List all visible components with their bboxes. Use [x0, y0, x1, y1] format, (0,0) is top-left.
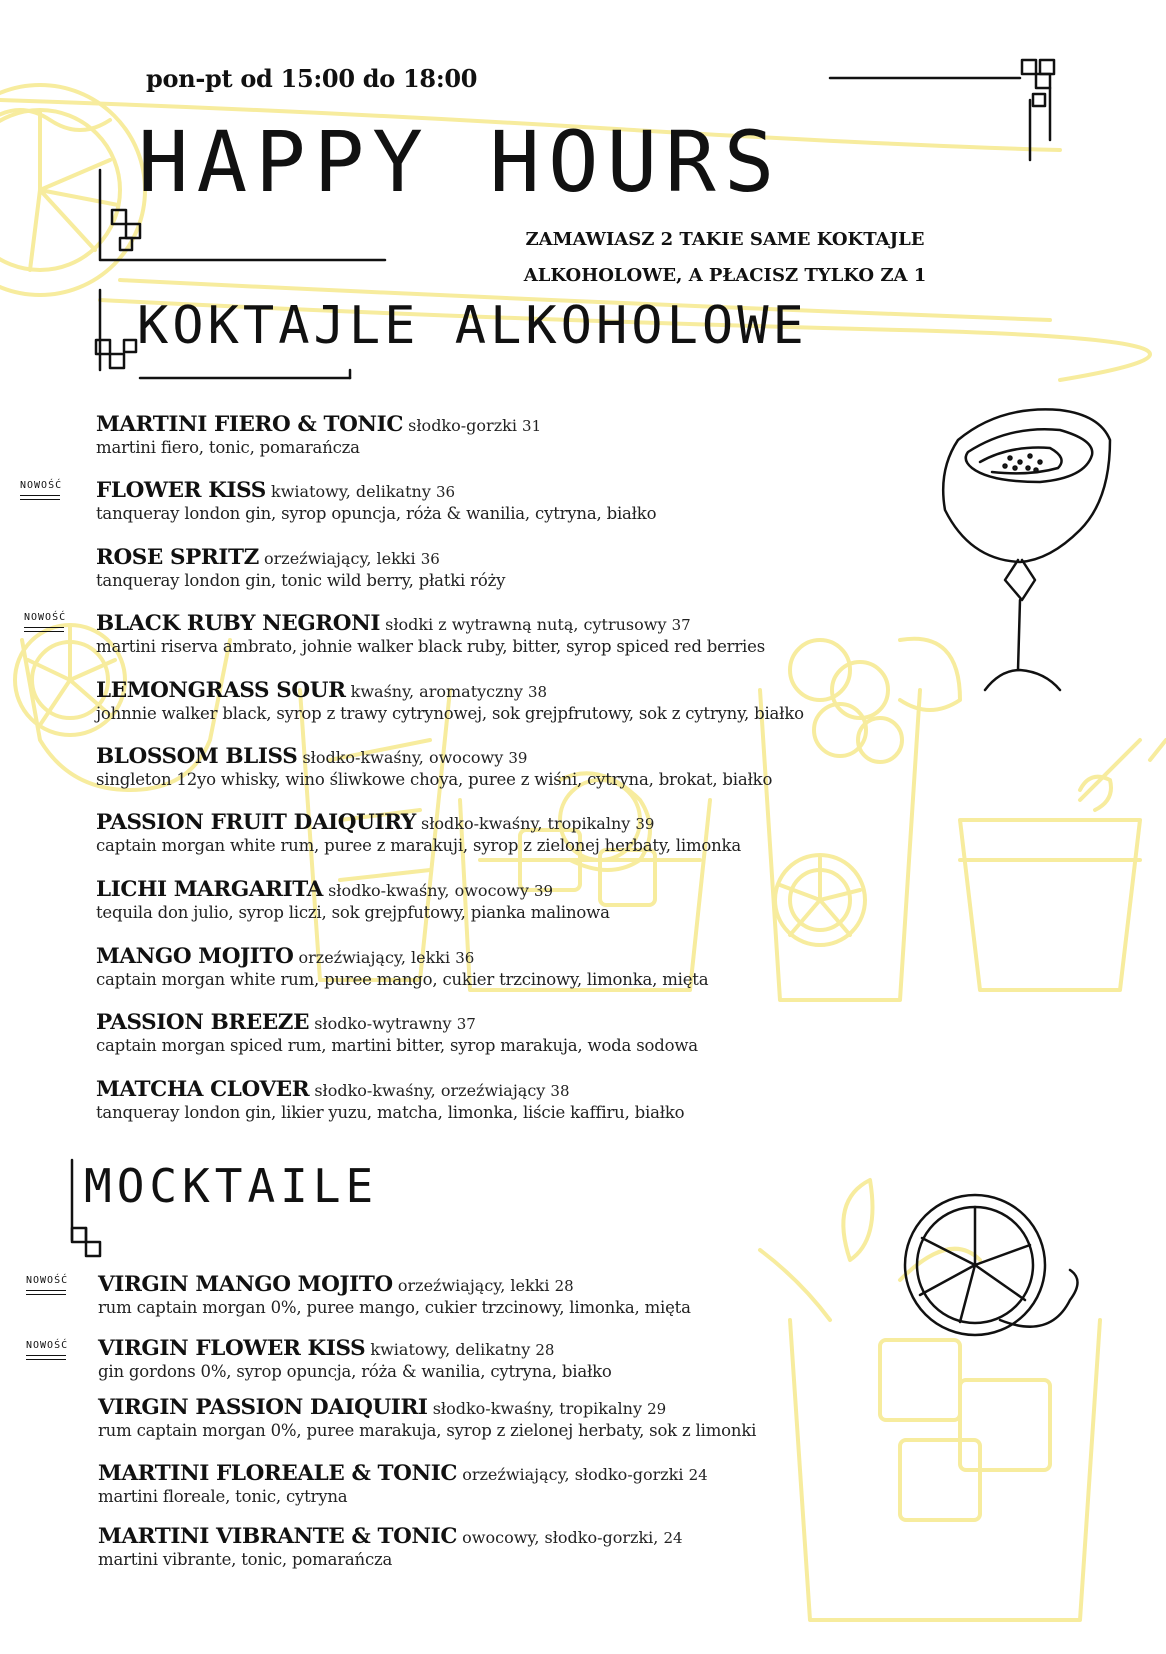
- menu-item: [96, 412, 541, 457]
- item-ingredients: martini floreale, tonic, cytryna: [98, 1487, 348, 1506]
- menu-item: [96, 877, 610, 922]
- item-name: BLACK RUBY NEGRONI: [96, 611, 381, 636]
- item-desc: słodko-kwaśny, tropikalny: [420, 814, 631, 833]
- menu-item: [98, 1336, 612, 1381]
- item-name: MATCHA CLOVER: [96, 1077, 310, 1102]
- item-price: 39: [508, 749, 528, 767]
- item-desc: kwiatowy, delikatny: [271, 482, 431, 501]
- item-name: PASSION FRUIT DAIQUIRY: [96, 810, 416, 835]
- section-title-mocktails: MOCKTAILE: [84, 1159, 379, 1213]
- item-price: 36: [435, 483, 456, 501]
- item-name: BLOSSOM BLISS: [96, 744, 298, 769]
- item-name: MANGO MOJITO: [96, 944, 294, 969]
- new-badge: NOWOŚĆ: [26, 1275, 69, 1286]
- schedule-text: pon-pt od 15:00 do 18:00: [146, 64, 478, 93]
- item-name: FLOWER KISS: [96, 478, 266, 503]
- item-ingredients: tequila don julio, syrop liczi, sok grejpfutowy, pianka malinowa: [96, 903, 610, 922]
- menu-item: [96, 1010, 698, 1055]
- item-price: 36: [420, 550, 440, 568]
- promo-line: ALKOHOLOWE, A PŁACISZ TYLKO ZA 1: [523, 265, 927, 286]
- item-ingredients: martini riserva ambrato, johnie walker black ruby, bitter, syrop spiced red berries: [96, 637, 765, 656]
- item-ingredients: rum captain morgan 0%, puree marakuja, syrop z zielonej herbaty, sok z limonki: [98, 1421, 757, 1440]
- menu-item: [96, 1077, 684, 1122]
- menu-item: [96, 744, 772, 789]
- item-name: MARTINI FIERO & TONIC: [96, 412, 404, 437]
- item-price: 31: [522, 417, 542, 435]
- item-ingredients: singleton 12yo whisky, wino śliwkowe choya, puree z wiśni, cytryna, brokat, białko: [96, 770, 773, 789]
- item-name: LEMONGRASS SOUR: [96, 678, 346, 703]
- menu-item: [98, 1272, 691, 1317]
- item-desc: kwaśny, aromatyczny: [350, 682, 523, 701]
- menu-item: [96, 944, 708, 989]
- item-name: MARTINI FLOREALE & TONIC: [98, 1461, 458, 1486]
- item-name: ROSE SPRITZ: [96, 545, 259, 570]
- item-name: VIRGIN FLOWER KISS: [98, 1336, 366, 1361]
- item-price: 24: [688, 1466, 708, 1484]
- item-price: 38: [550, 1082, 570, 1100]
- item-desc: słodko-gorzki: [408, 416, 517, 435]
- item-desc: słodko-kwaśny, tropikalny: [432, 1399, 642, 1418]
- item-price: 37: [456, 1015, 476, 1033]
- new-badge: NOWOŚĆ: [24, 612, 67, 623]
- menu-item: [98, 1395, 756, 1440]
- promo-line: ZAMAWIASZ 2 TAKIE SAME KOKTAJLE: [525, 229, 925, 250]
- item-name: VIRGIN MANGO MOJITO: [98, 1272, 393, 1297]
- item-ingredients: tanqueray london gin, syrop opuncja, róża & wanilia, cytryna, białko: [96, 504, 657, 523]
- item-ingredients: martini fiero, tonic, pomarańcza: [96, 438, 360, 457]
- item-desc: słodki z wytrawną nutą, cytrusowy: [385, 615, 667, 634]
- item-price: 24: [663, 1529, 683, 1547]
- item-desc: owocowy, słodko-gorzki,: [462, 1528, 659, 1547]
- item-desc: słodko-kwaśny, orzeźwiający: [314, 1081, 546, 1100]
- item-desc: orzeźwiający, lekki: [397, 1276, 550, 1295]
- new-badge: NOWOŚĆ: [26, 1340, 69, 1351]
- item-price: 39: [533, 882, 554, 900]
- menu-item: [98, 1524, 683, 1569]
- menu-item: [98, 1461, 708, 1506]
- item-name: VIRGIN PASSION DAIQUIRI: [98, 1395, 428, 1420]
- lemon-slice-icon: [905, 1195, 1078, 1335]
- item-ingredients: tanqueray london gin, likier yuzu, matcha, limonka, liście kaffiru, białko: [96, 1103, 685, 1122]
- item-desc: słodko-wytrawny: [314, 1014, 452, 1033]
- menu-item: [96, 678, 804, 723]
- menu-item: [96, 478, 656, 523]
- item-ingredients: martini vibrante, tonic, pomarańcza: [98, 1550, 393, 1569]
- item-price: 28: [554, 1277, 574, 1295]
- lemon-slice-icon: [0, 85, 145, 295]
- item-price: 28: [535, 1341, 555, 1359]
- item-ingredients: rum captain morgan 0%, puree mango, cukier trzcinowy, limonka, mięta: [98, 1298, 691, 1317]
- item-price: 37: [671, 616, 691, 634]
- menu-item: [96, 611, 765, 656]
- item-name: LICHI MARGARITA: [96, 877, 323, 902]
- item-desc: orzeźwiający, lekki: [298, 948, 451, 967]
- item-price: 29: [647, 1400, 667, 1418]
- menu-item: [96, 810, 741, 855]
- martini-glass-icon: [943, 409, 1110, 690]
- item-desc: orzeźwiający, lekki: [264, 549, 416, 568]
- promo-text: [460, 222, 990, 294]
- page-title: HAPPY HOURS: [138, 113, 783, 211]
- item-ingredients: captain morgan white rum, puree z marakuji, syrop z zielonej herbaty, limonka: [96, 836, 741, 855]
- item-desc: kwiatowy, delikatny: [370, 1340, 531, 1359]
- item-price: 39: [635, 815, 655, 833]
- item-price: 38: [528, 683, 548, 701]
- item-ingredients: captain morgan white rum, puree mango, cukier trzcinowy, limonka, mięta: [96, 970, 709, 989]
- new-badge: NOWOŚĆ: [20, 480, 63, 491]
- item-desc: słodko-kwaśny, owocowy: [302, 748, 504, 767]
- item-name: MARTINI VIBRANTE & TONIC: [98, 1524, 458, 1549]
- item-ingredients: captain morgan spiced rum, martini bitter, syrop marakuja, woda sodowa: [96, 1036, 698, 1055]
- item-ingredients: gin gordons 0%, syrop opuncja, róża & wanilia, cytryna, białko: [98, 1362, 612, 1381]
- item-desc: orzeźwiający, słodko-gorzki: [462, 1465, 684, 1484]
- cocktail-glass-icon: [960, 740, 1166, 990]
- section-title-alcoholic: KOKTAJLE ALKOHOLOWE: [137, 296, 808, 356]
- item-name: PASSION BREEZE: [96, 1010, 310, 1035]
- item-ingredients: tanqueray london gin, tonic wild berry, płatki róży: [96, 571, 506, 590]
- item-price: 36: [455, 949, 475, 967]
- cocktail-glass-icon: [760, 1180, 1100, 1620]
- item-desc: słodko-kwaśny, owocowy: [328, 881, 529, 900]
- item-ingredients: johnnie walker black, syrop z trawy cytrynowej, sok grejpfrutowy, sok z cytryny, białko: [96, 704, 804, 723]
- menu-item: [96, 545, 505, 590]
